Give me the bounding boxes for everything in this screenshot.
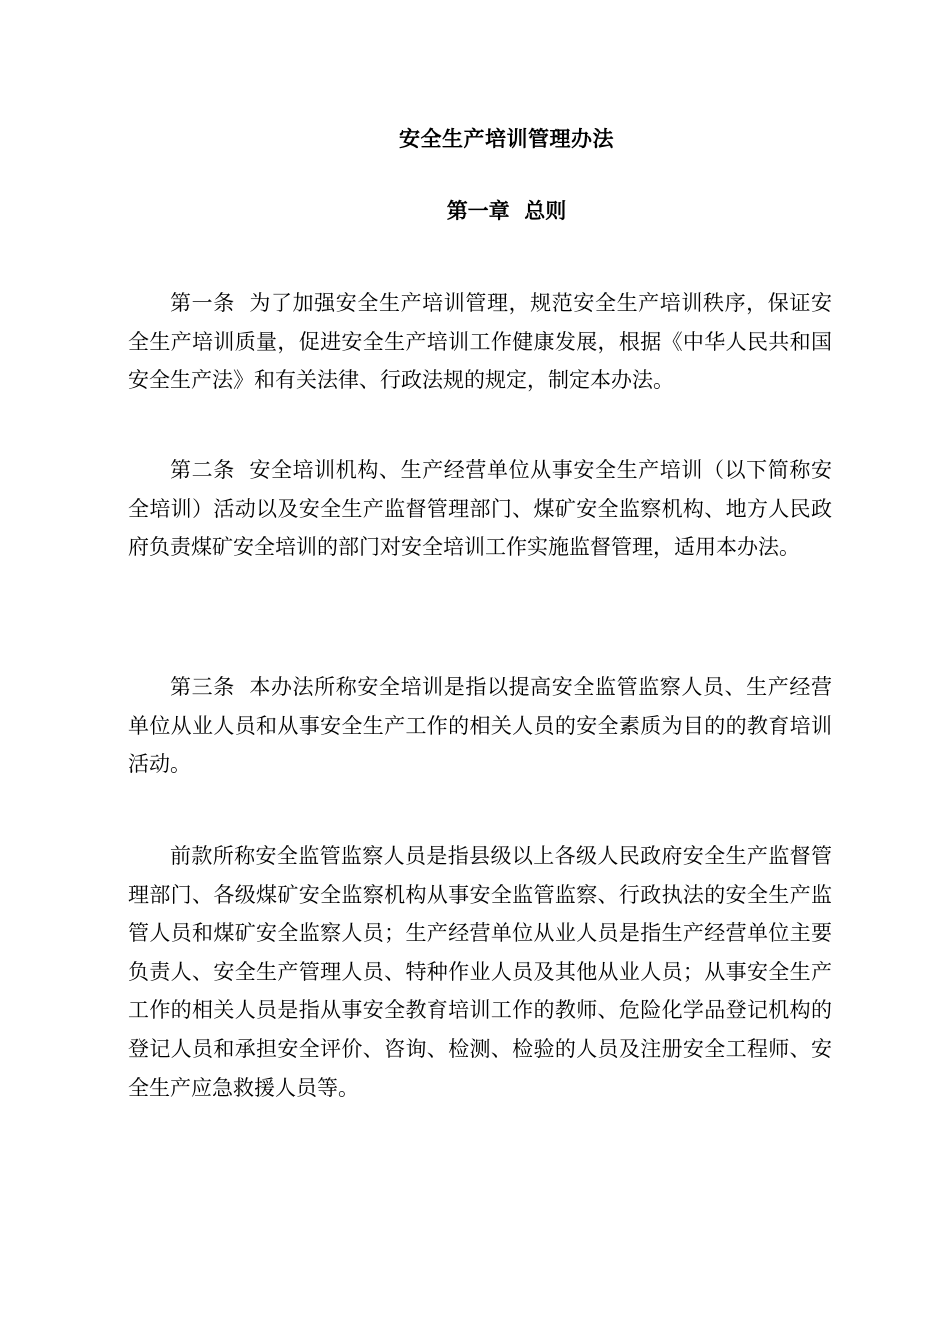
article-2-paragraph: 第二条 安全培训机构、生产经营单位从事安全生产培训（以下简称安全培训）活动以及安全生产监督管理部门、煤矿安全监察机构、地方人民政府负责煤矿安全培训的部门对安全培训工作实施监督管理，适用本办法。: [128, 458, 832, 560]
article-3-paragraph: 第三条 本办法所称安全培训是指以提高安全监管监察人员、生产经营单位从业人员和从事安全生产工作的相关人员的安全素质为目的的教育培训活动。: [128, 675, 832, 777]
article-3-continuation-paragraph: 前款所称安全监管监察人员是指县级以上各级人民政府安全生产监督管理部门、各级煤矿安全监察机构从事安全监管监察、行政执法的安全生产监管人员和煤矿安全监察人员；生产经营单位从业人员是指生产经营单位主要负责人、安全生产管理人员、特种作业人员及其他从业人员；从事安全生产工作的相关人员是指从事安全教育培训工作的教师、危险化学品登记机构的登记人员和承担安全评价、咨询、检测、检验的人员及注册安全工程师、安全生产应急救援人员等。: [128, 844, 832, 1100]
document-title: 安全生产培训管理办法: [399, 126, 614, 151]
chapter-heading: 第一章 总则: [446, 198, 567, 223]
article-1-paragraph: 第一条 为了加强安全生产培训管理，规范安全生产培训秩序，保证安全生产培训质量，促进安全生产培训工作健康发展，根据《中华人民共和国安全生产法》和有关法律、行政法规的规定，制定本办法。: [128, 291, 832, 393]
